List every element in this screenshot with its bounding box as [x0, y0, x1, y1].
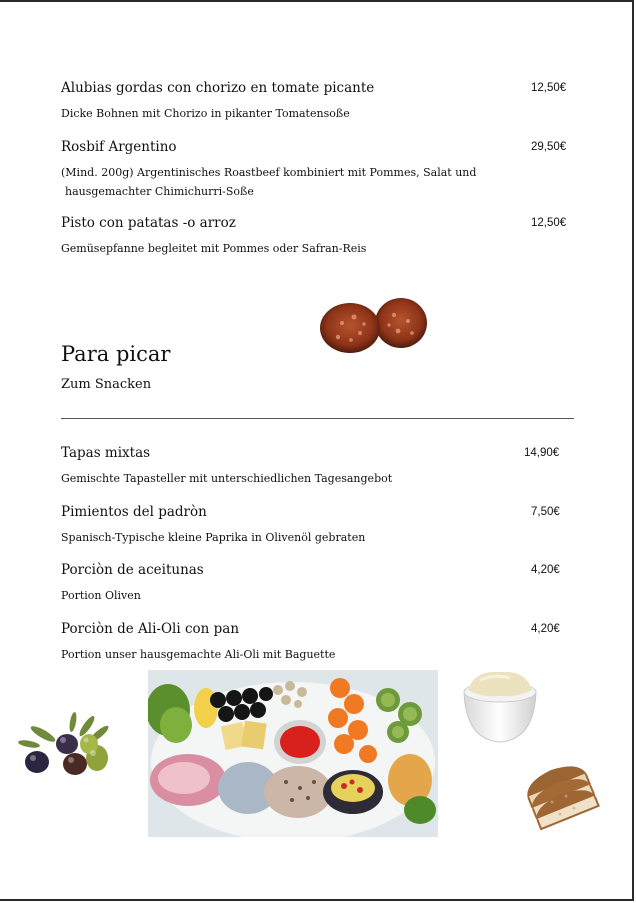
dish-price: 14,90€ [524, 447, 560, 459]
dish-description-line: hausgemachter Chimichurri-Soße [65, 185, 254, 198]
olives-image [15, 712, 111, 778]
alioli-bowl-image [460, 664, 540, 746]
dish-description: Dicke Bohnen mit Chorizo in pikanter Tomatensoße [61, 107, 350, 120]
dish-name: Porciòn de aceitunas [61, 562, 204, 578]
dish-name: Pimientos del padròn [61, 504, 207, 520]
section-divider [61, 418, 574, 419]
dish-description: Portion unser hausgemachte Ali-Oli mit Baguette [61, 648, 336, 661]
dish-name: Pisto con patatas -o arroz [61, 215, 236, 231]
dish-description: Gemischte Tapasteller mit unterschiedlichen Tagesangebot [61, 472, 393, 485]
dish-price: 4,20€ [531, 564, 560, 576]
dish-price: 12,50€ [531, 82, 567, 94]
dish-name: Tapas mixtas [61, 445, 151, 461]
section-subtitle: Zum Snacken [61, 377, 152, 392]
dish-price: 29,50€ [531, 141, 567, 153]
dish-description [61, 163, 531, 201]
section-title: Para picar [61, 342, 171, 366]
chorizo-slices-image [318, 295, 428, 355]
dish-description: Spanisch-Typische kleine Paprika in Olivenöl gebraten [61, 531, 366, 544]
dish-name: Porciòn de Ali-Oli con pan [61, 621, 240, 637]
dish-name: Alubias gordas con chorizo en tomate picante [61, 80, 375, 96]
dish-description: Portion Oliven [61, 589, 141, 602]
dish-description: Gemüsepfanne begleitet mit Pommes oder Safran-Reis [61, 242, 367, 255]
dish-price: 12,50€ [531, 217, 567, 229]
bread-slices-image [522, 756, 602, 840]
dish-description-line: (Mind. 200g) Argentinisches Roastbeef kombiniert mit Pommes, Salat und [61, 166, 477, 179]
dish-price: 4,20€ [531, 623, 560, 635]
tapas-platter-image [148, 670, 438, 837]
dish-name: Rosbif Argentino [61, 139, 177, 155]
dish-price: 7,50€ [531, 506, 560, 518]
